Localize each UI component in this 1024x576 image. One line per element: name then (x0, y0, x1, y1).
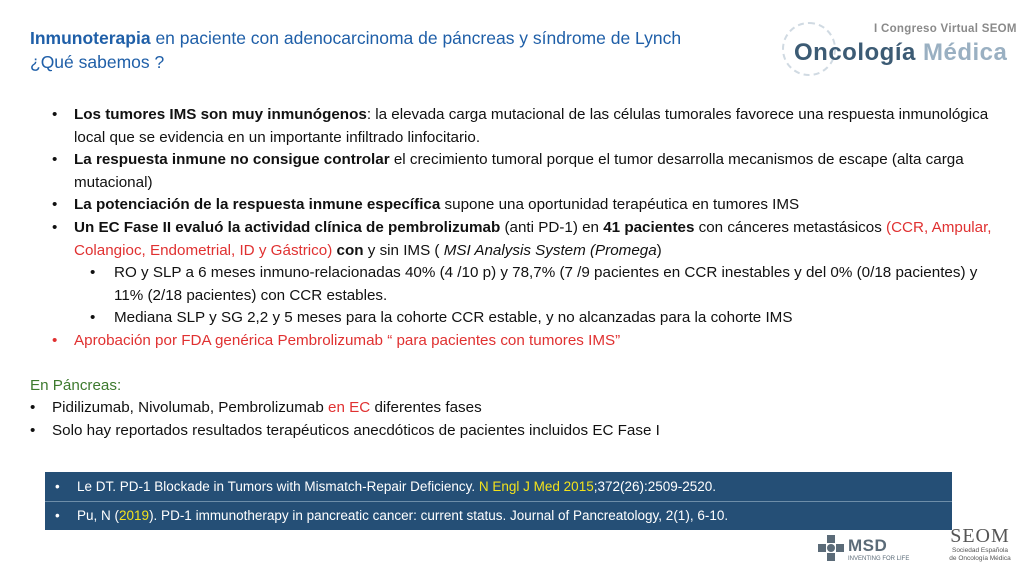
bullet-4-end: ) (656, 241, 662, 259)
msd-logo (818, 533, 908, 569)
logo-oncologia (794, 39, 1007, 67)
bullet-dot: • (90, 309, 96, 327)
msd-word: MSD (848, 536, 888, 555)
bullet-2-text: el crecimiento tumoral porque el tumor desarrolla mecanismos de escape (alta carga mutacional) (74, 151, 964, 191)
bullet-3-bold: La potenciación de la respuesta inmune específica (74, 196, 441, 214)
congress-logo (780, 18, 1017, 78)
bullet-4-text-3: y sin IMS ( (363, 241, 444, 259)
pancreas-2-text: Solo hay reportados resultados terapéuticos anecdóticos de pacientes incluidos EC Fase I (52, 421, 660, 439)
reference-1-text: Le DT. PD-1 Blockade in Tumors with Mismatch-Repair Deficiency. (77, 479, 479, 494)
sub-bullet-mediana (52, 307, 1002, 330)
pancreas-1-text: Pidilizumab, Nivolumab, Pembrolizumab (52, 399, 329, 417)
slide-content (30, 104, 1002, 442)
msd-tagline: INVENTING FOR LIFE (848, 556, 910, 562)
bullet-dot: • (55, 479, 60, 494)
reference-1-journal: N Engl J Med 2015 (478, 479, 594, 494)
pancreas-1-end: diferentes fases (370, 399, 482, 417)
bullet-4-italic: MSI Analysis System (Promega (443, 241, 657, 259)
reference-divider (45, 501, 952, 502)
bullet-2-bold: La respuesta inmune no consigue controlar (74, 151, 390, 169)
bullet-pancreas-2 (30, 420, 1002, 443)
logo-medica-word: Médica (923, 39, 1008, 66)
pancreas-1-red: en EC (328, 399, 371, 417)
bullet-4-text-2: con cánceres metastásicos (694, 218, 887, 236)
bullet-4-patients: 41 pacientes (603, 218, 695, 236)
bullet-dot: • (52, 106, 58, 123)
bullet-respuesta-inmune (52, 149, 1002, 194)
title-rest: en paciente con adenocarcinoma de páncreas y síndrome de Lynch (150, 28, 682, 48)
seom-sub-1: Sociedad Española (951, 547, 1008, 554)
reference-2-year: 2019 (119, 508, 150, 523)
bullet-dot: • (52, 196, 58, 214)
bullet-dot: • (55, 508, 60, 523)
bullet-dot: • (52, 331, 58, 349)
spacer (52, 353, 1002, 375)
sub-bullet-1-text: RO y SLP a 6 meses inmuno-relacionadas 40% (4 /10 p) y 78,7% (7 /9 pacientes en CCR inestables y del 0% (0/18 pacientes) y 11% (2/18 pacientes) con CCR estables. (114, 264, 978, 304)
reference-1-end: ;372(26):2509-2520. (593, 479, 717, 494)
bullet-ec-fase-ii (52, 217, 1002, 262)
seom-sub-2: de Oncología Médica (949, 555, 1011, 562)
bullet-dot: • (52, 218, 58, 236)
reference-2-text: Pu, N ( (77, 508, 120, 523)
reference-2-end: ). PD-1 immunotherapy in pancreatic cancer: current status. Journal of Pancreatology, 2(1), 6-10. (149, 508, 729, 523)
bullet-dot: • (30, 421, 36, 439)
logo-congreso-text: I Congreso Virtual SEOM (874, 23, 1017, 35)
bullet-fda (52, 330, 1002, 353)
references-band (45, 472, 952, 530)
logo-oncologia-word: Oncología (794, 39, 916, 66)
bullet-4-text: (anti PD-1) en (500, 218, 604, 236)
bullet-dot: • (90, 264, 96, 282)
slide-title (30, 26, 770, 74)
bullet-4-con: con (332, 241, 364, 259)
pancreas-heading: En Páncreas: (30, 376, 122, 394)
bullet-dot: • (30, 399, 36, 417)
bullet-1-text: : la elevada carga mutacional de las células tumorales favorece una respuesta inmunológica local que se evidencia en un importante infiltrado linfocitario. (74, 106, 989, 146)
bullet-dot: • (52, 151, 58, 169)
sub-bullet-ro (52, 262, 1002, 307)
sub-bullet-2-text: Mediana SLP y SG 2,2 y 5 meses para la cohorte CCR estable, y no alcanzadas para la cohorte IMS (114, 309, 793, 327)
bullet-4-bold: Un EC Fase II evaluó la actividad clínica de pembrolizumab (74, 218, 501, 236)
bullet-5-text: Aprobación por FDA genérica Pembrolizumab “ para pacientes con tumores IMS” (74, 331, 621, 349)
seom-word: SEOM (950, 525, 1010, 547)
msd-emblem-icon (818, 535, 844, 561)
bullet-1-bold: Los tumores IMS son muy inmunógenos (74, 106, 367, 123)
bullet-3-text: supone una oportunidad terapéutica en tumores IMS (440, 196, 800, 214)
bullet-pancreas-1 (30, 397, 1002, 420)
bullet-potenciacion (52, 194, 1002, 217)
bullet-inmunogenos (52, 104, 1002, 149)
bullet-4-cancers: (CCR, Ampular, Colangioc, Endometrial, ID y Gástrico) (74, 218, 992, 259)
title-bold: Inmunoterapia (30, 28, 151, 48)
subtitle: ¿Qué sabemos ? (30, 52, 165, 72)
seom-logo (940, 525, 1020, 573)
